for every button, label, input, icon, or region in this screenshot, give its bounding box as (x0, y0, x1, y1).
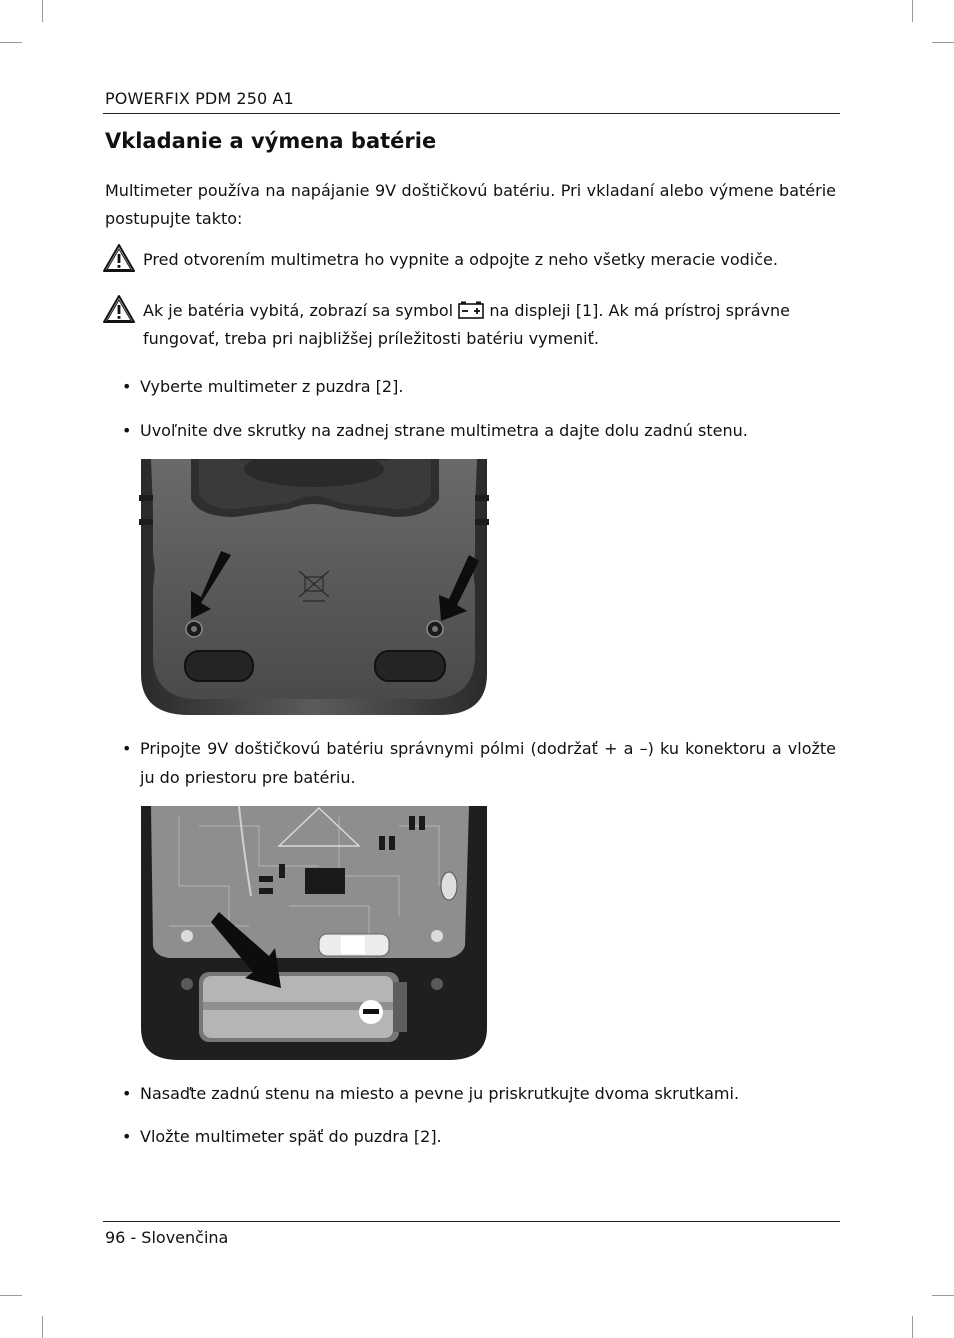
step-text: Uvoľnite dve skrutky na zadnej strane multimetra a dajte dolu zadnú stenu. (140, 421, 748, 440)
crop-mark (42, 0, 43, 22)
footer-rule (103, 1221, 840, 1222)
warning-triangle-icon (103, 294, 135, 324)
warning-triangle-icon (103, 243, 135, 273)
crop-mark (0, 1295, 22, 1296)
crop-mark (932, 1295, 954, 1296)
warning-text (143, 297, 838, 353)
crop-mark (0, 42, 22, 43)
step-text: Vyberte multimeter z puzdra [2]. (140, 377, 404, 396)
section-heading: Vkladanie a výmena batérie (105, 129, 437, 153)
battery-low-icon (458, 301, 484, 319)
step-text: Nasaďte zadnú stenu na miesto a pevne ju priskrutkujte dvoma skrutkami. (140, 1084, 740, 1103)
warning-text: Pred otvorením multimetra ho vypnite a odpojte z neho všetky meracie vodiče. (143, 250, 778, 269)
running-header: POWERFIX PDM 250 A1 (105, 89, 294, 108)
warning-text-before: Ak je batéria vybitá, zobrazí sa symbol (143, 301, 454, 320)
bullet-glyph: • (122, 1084, 132, 1103)
step-text: Vložte multimeter späť do puzdra [2]. (140, 1127, 442, 1146)
page-footer: 96 - Slovenčina (105, 1228, 229, 1247)
intro-paragraph: Multimeter používa na napájanie 9V doštičkovú batériu. Pri vkladaní alebo výmene batérie postupujte takto: (105, 181, 836, 228)
bullet-glyph: • (122, 421, 132, 440)
crop-mark (42, 1316, 43, 1338)
crop-mark (912, 0, 913, 22)
battery-compartment-photo (139, 806, 489, 1062)
crop-mark (912, 1316, 913, 1338)
warning-text-after: na displeji [1]. Ak má prístroj správne fungovať, treba pri najbližšej príležitosti batériu vymeniť. (143, 301, 790, 348)
header-rule (103, 113, 840, 114)
bullet-glyph: • (122, 739, 132, 758)
step-text: Pripojte 9V doštičkovú batériu správnymi pólmi (dodržať + a –) ku konektoru a vložte ju do priestoru pre batériu. (140, 739, 836, 787)
bullet-glyph: • (122, 377, 132, 396)
crop-mark (932, 42, 954, 43)
bullet-glyph: • (122, 1127, 132, 1146)
multimeter-back-photo (139, 459, 489, 717)
